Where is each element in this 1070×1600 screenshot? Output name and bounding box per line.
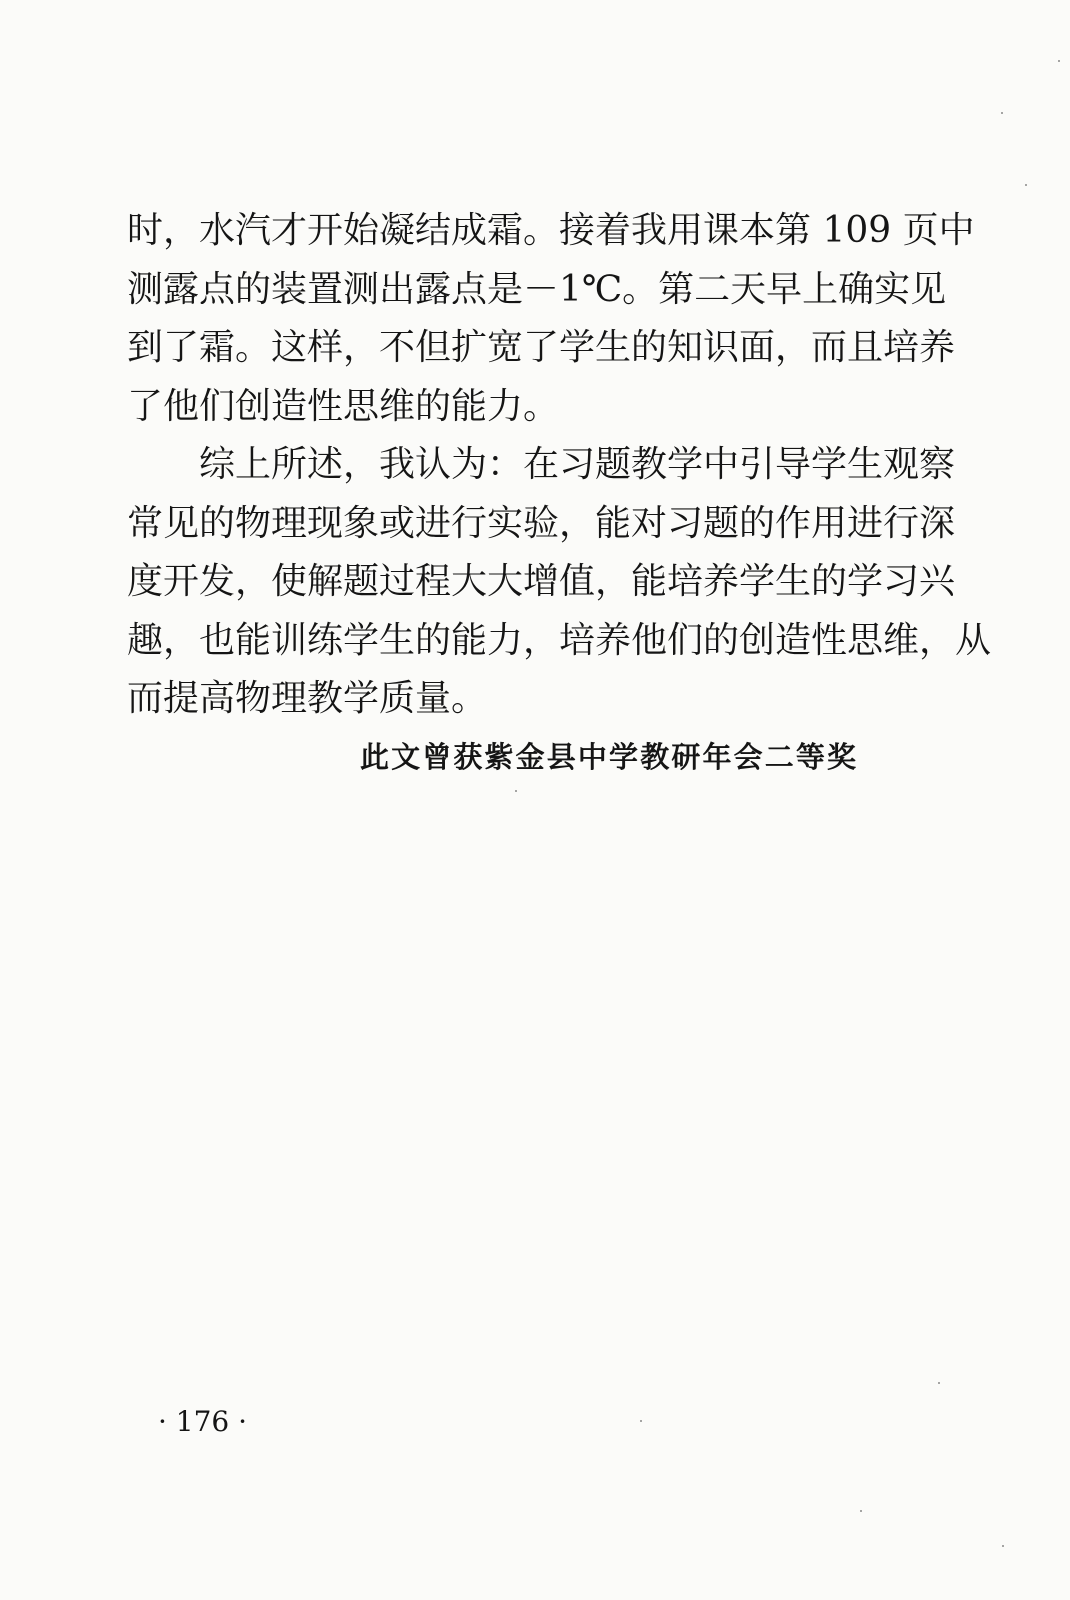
paragraph2-line-1: 综上所述，我认为：在习题教学中引导学生观察 — [199, 444, 956, 485]
award-note: 此文曾获紫金县中学教研年会二等奖 — [360, 740, 856, 774]
paragraph1-line-3: 到了霜。这样，不但扩宽了学生的知识面，而且培养 — [127, 327, 956, 368]
scan-speck — [860, 1510, 862, 1512]
paragraph2-line-2: 常见的物理现象或进行实验，能对习题的作用进行深 — [127, 502, 956, 544]
scan-speck — [515, 790, 517, 792]
scan-speck — [1058, 60, 1060, 62]
paragraph2-line-4: 趣，也能训练学生的能力，培养他们的创造性思维，从 — [127, 619, 992, 661]
paragraph1-line-1: 时，水汽才开始凝结成霜。接着我用课本第 109 页中 — [127, 210, 975, 251]
body-text — [127, 202, 992, 729]
scan-speck — [640, 1420, 642, 1422]
page-number: · 176 · — [158, 1405, 248, 1438]
scan-speck — [938, 1382, 940, 1384]
paragraph2-line-5: 而提高物理教学质量。 — [127, 678, 488, 719]
paragraph1-line-2: 测露点的装置测出露点是－1℃。第二天早上确实见 — [127, 268, 947, 310]
paragraph1-line-4: 了他们创造性思维的能力。 — [127, 385, 560, 427]
paragraph2-line-3: 度开发，使解题过程大大增值，能培养学生的学习兴 — [127, 561, 956, 602]
scan-speck — [1001, 112, 1003, 114]
scan-speck — [1025, 184, 1027, 186]
scan-speck — [1002, 1545, 1004, 1547]
